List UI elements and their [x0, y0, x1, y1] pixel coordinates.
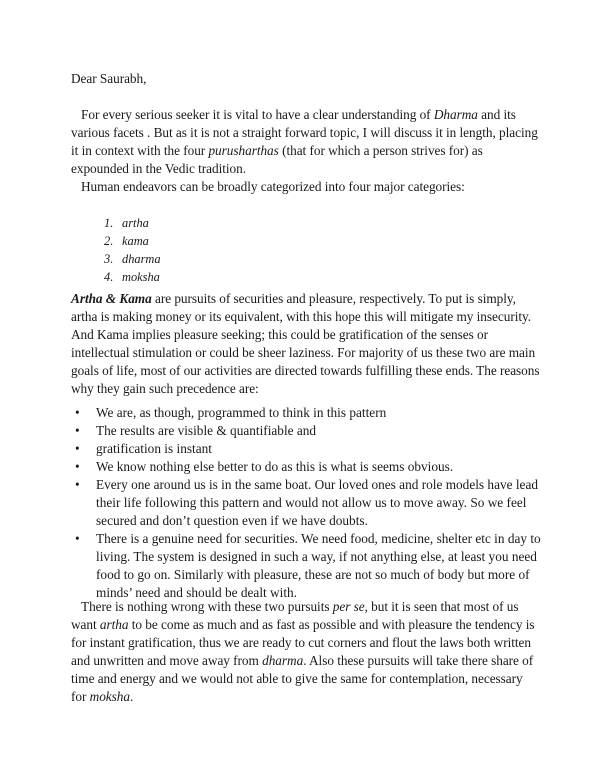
bullet-icon: • — [75, 459, 80, 474]
list-item-number: 3. — [104, 252, 114, 266]
bullet-icon: • — [75, 531, 80, 546]
closing-text-5: . — [129, 689, 134, 704]
list-item — [75, 530, 545, 602]
list-item — [75, 458, 545, 476]
list-item — [75, 404, 545, 422]
list-item — [104, 250, 161, 268]
list-item-label: kama — [122, 234, 149, 248]
list-item — [75, 440, 545, 458]
artha-kama-paragraph — [71, 290, 541, 398]
list-item — [75, 422, 545, 440]
list-item-number: 4. — [104, 270, 114, 284]
list-item — [104, 214, 161, 232]
list-item — [104, 268, 161, 286]
salutation: Dear Saurabh, — [71, 71, 147, 86]
intro-emphasis-dharma: Dharma — [433, 107, 478, 122]
list-item-text: There is a genuine need for securities. We need food, medicine, shelter etc in day to living. The system is designed in such a way, if not anything else, at least you need food to go on. Similarly with pleasure, these are not so much of body but more of minds’ need and should be dealt with. — [96, 531, 541, 600]
list-item-label: artha — [122, 216, 149, 230]
artha-kama-lead: Artha & Kama — [71, 291, 152, 306]
intro-text-2: and its various facets . But as it is not a straight forward topic, I will discuss it in length, placing it in context with the four — [71, 107, 538, 158]
list-item — [75, 476, 545, 530]
bullet-icon: • — [75, 441, 80, 456]
categories-intro-paragraph: Human endeavors can be broadly categorized into four major categories: — [81, 179, 465, 194]
categories-list — [104, 214, 161, 286]
closing-emphasis-per-se: per se — [332, 599, 365, 614]
list-item-text: The results are visible & quantifiable and — [96, 423, 317, 438]
intro-text-1: For every serious seeker it is vital to have a clear understanding of — [81, 107, 434, 122]
closing-text-2: , but it is seen that most of us want — [71, 599, 519, 632]
list-item-text: Every one around us is in the same boat. Our loved ones and role models have lead their life following this pattern and would not allow us to move away. So we feel secured and don’t question even if we have doubts. — [96, 477, 538, 528]
closing-text-3: to be come as much and as fast as possible and with pleasure the tendency is for instant gratification, thus we are ready to cut corners and flout the laws both written and unwritten and move away from — [71, 617, 535, 668]
intro-paragraph — [71, 106, 541, 178]
intro-text-3: (that for which a person strives for) as expounded in the Vedic tradition. — [71, 143, 483, 176]
bullet-icon: • — [75, 477, 80, 492]
list-item-text: We know nothing else better to do as this is what is seems obvious. — [96, 459, 454, 474]
closing-emphasis-dharma: dharma — [262, 653, 304, 668]
list-item-label: dharma — [122, 252, 161, 266]
reasons-list — [75, 404, 545, 602]
bullet-icon: • — [75, 405, 80, 420]
list-item-label: moksha — [122, 270, 160, 284]
list-item — [104, 232, 161, 250]
closing-emphasis-moksha: moksha — [89, 689, 130, 704]
closing-emphasis-artha: artha — [99, 617, 129, 632]
list-item-number: 2. — [104, 234, 114, 248]
bullet-icon: • — [75, 423, 80, 438]
artha-kama-text: are pursuits of securities and pleasure, respectively. To put is simply, artha is making money or its equivalent, with this hope this will mitigate my insecurity. And Kama implies pleasure seeking; this could be gratification of the senses or intellectual stimulation or could be sheer laziness. For majority of us these two are main goals of life, most of our activities are directed towards fulfilling these ends. The reasons why they gain such precedence are: — [71, 291, 540, 396]
closing-text-1: There is nothing wrong with these two pursuits — [81, 599, 333, 614]
list-item-text: We are, as though, programmed to think in this pattern — [96, 405, 387, 420]
list-item-number: 1. — [104, 216, 114, 230]
closing-paragraph — [71, 598, 541, 706]
closing-text-4: . Also these pursuits will take there share of time and energy and we would not able to give the same for contemplation, necessary for — [71, 653, 534, 704]
list-item-text: gratification is instant — [96, 441, 212, 456]
intro-emphasis-purusharthas: purusharthas — [208, 143, 279, 158]
